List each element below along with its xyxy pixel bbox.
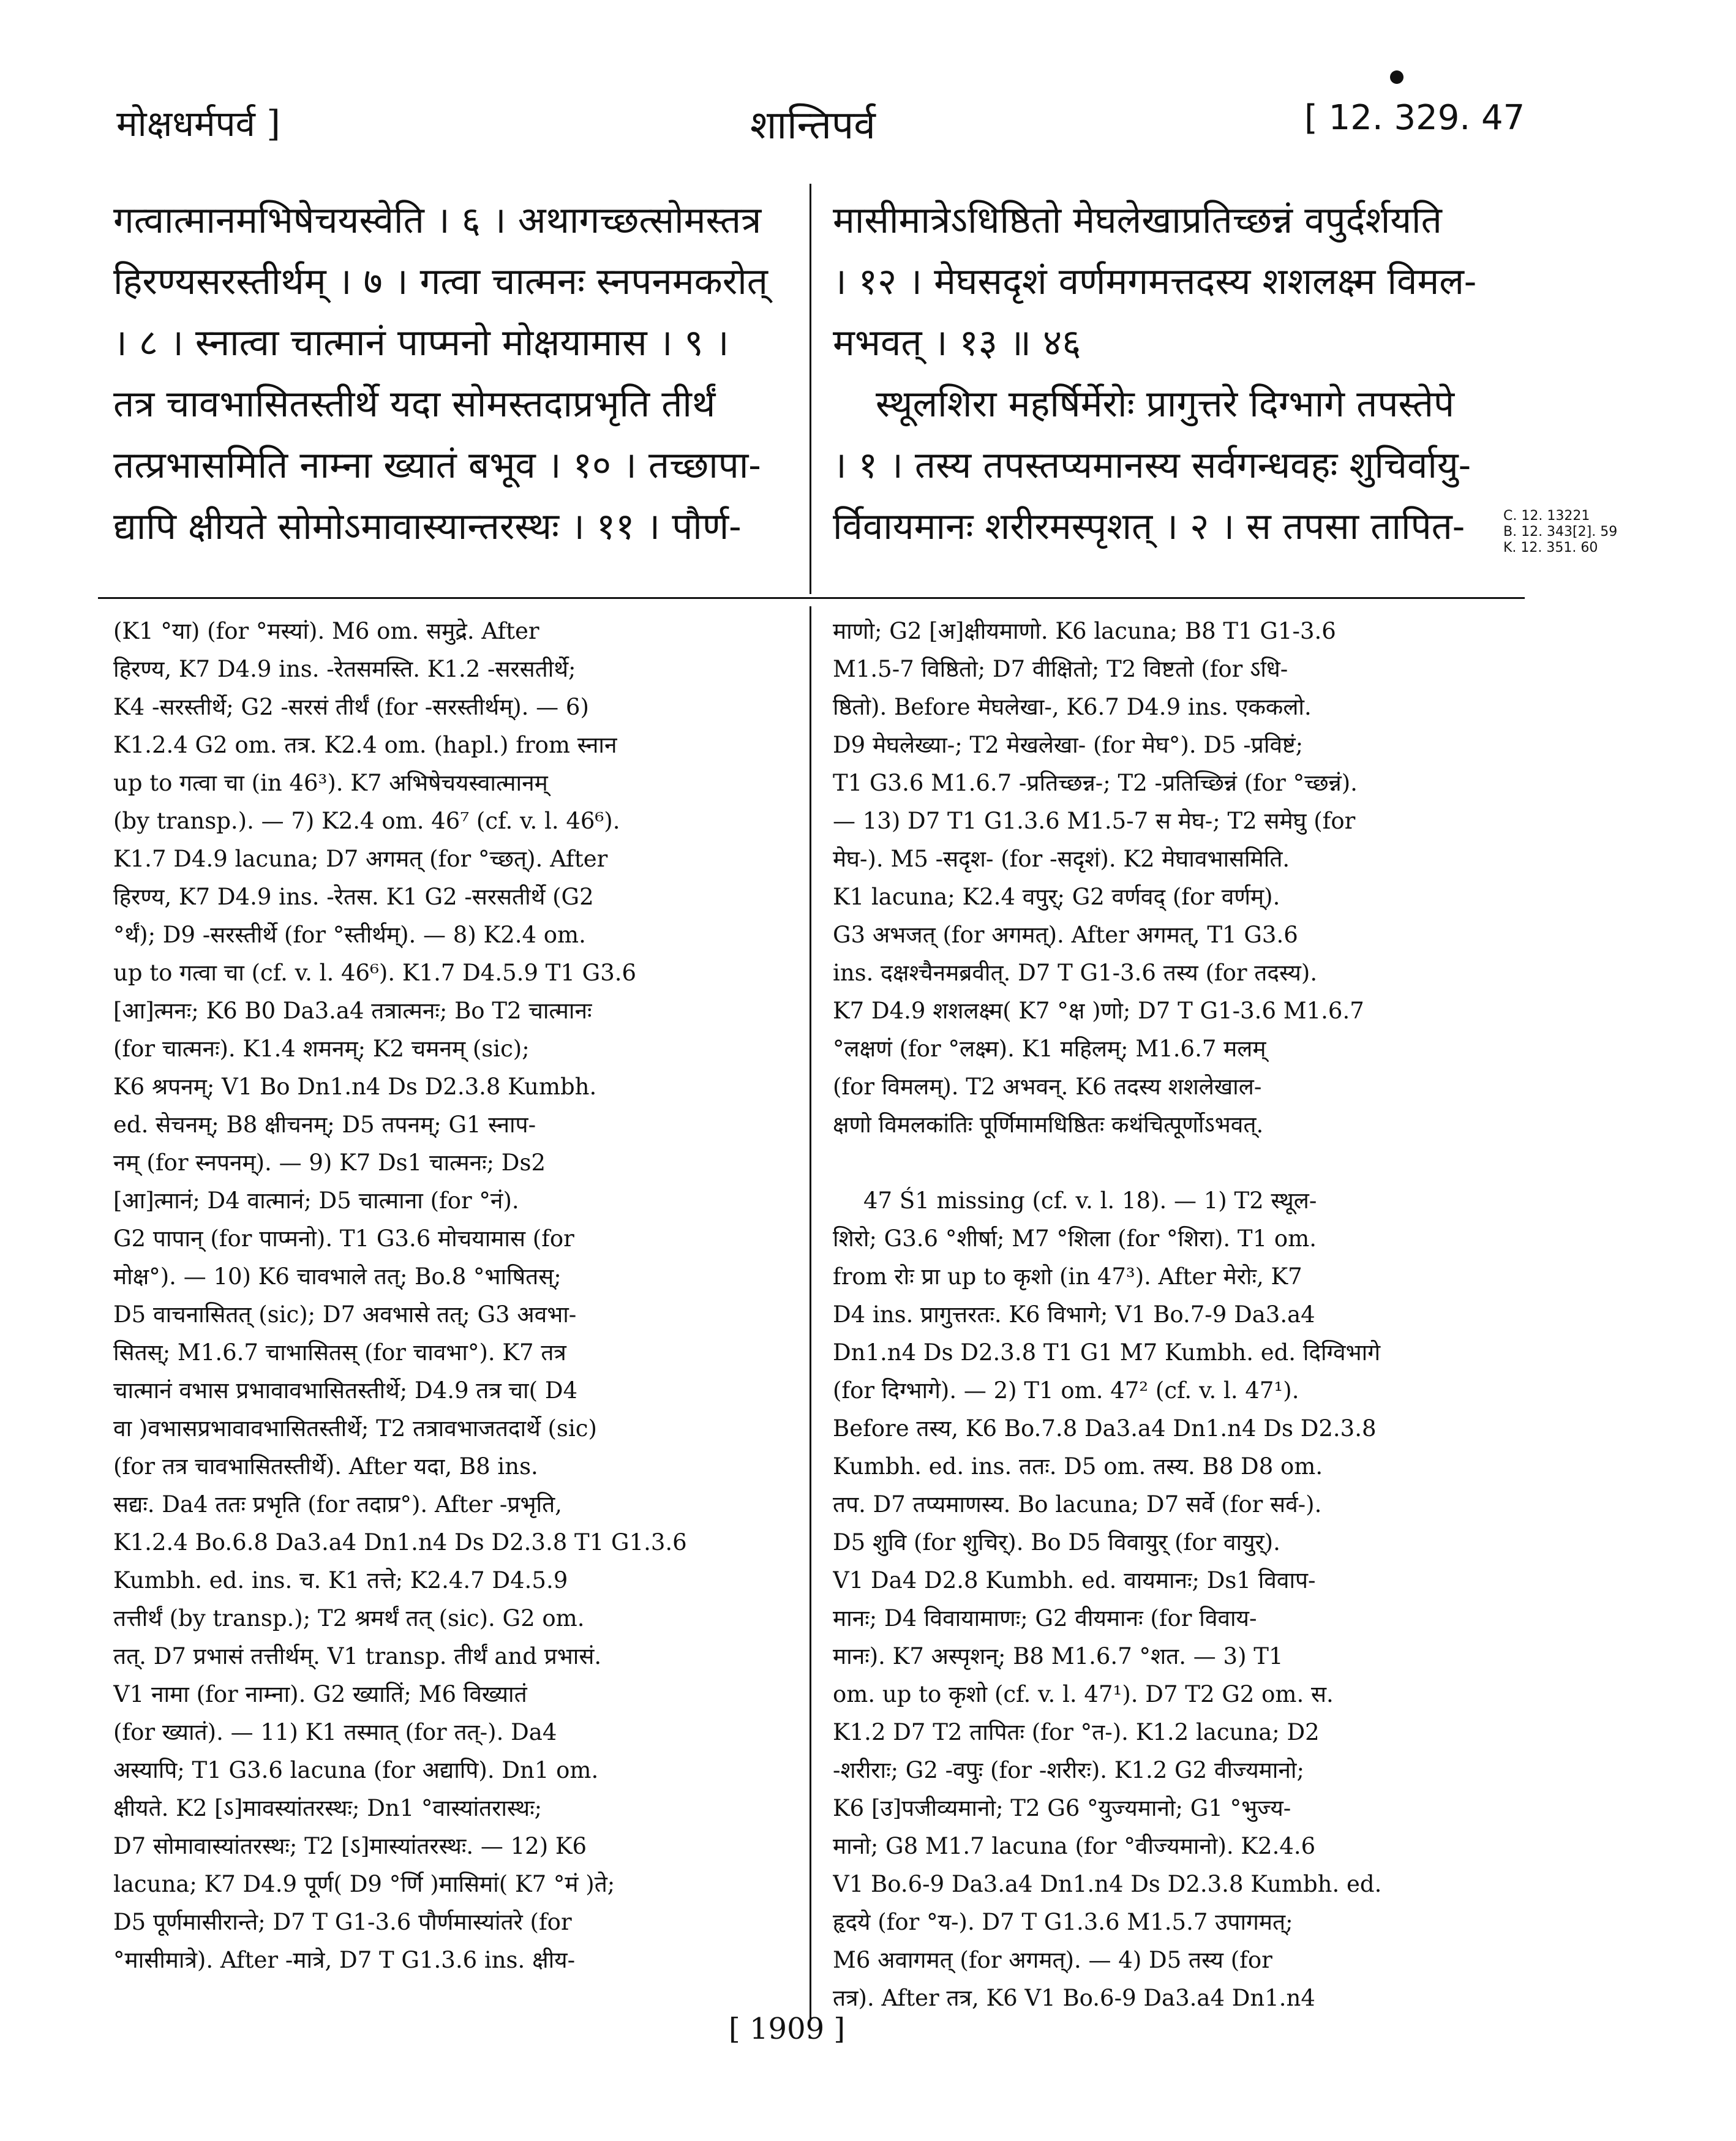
- apparatus-right-line: ins. दक्षश्चैनमब्रवीत्. D7 T G1-3.6 तस्य (for तदस्य).: [833, 960, 1318, 986]
- apparatus-left-line: तत्. D7 प्रभासं तत्तीर्थम्. V1 transp. तीर्थं and प्रभासं.: [113, 1643, 602, 1669]
- apparatus-right-line: तत्र). After तत्र, K6 V1 Bo.6-9 Da3.a4 Dn1.n4: [833, 1985, 1315, 2011]
- running-header-title: शान्तिपर्व: [750, 103, 876, 148]
- apparatus-left-line: K6 श्रपनम्; V1 Bo Dn1.n4 Ds D2.3.8 Kumbh.: [113, 1074, 597, 1100]
- apparatus-left-line: (for चात्मनः). K1.4 शमनम्; K2 चमनम् (sic);: [113, 1036, 530, 1062]
- apparatus-left-line: V1 नामा (for नाम्ना). G2 ख्यातिं; M6 विख्यातं: [113, 1681, 527, 1707]
- apparatus-left-line: D7 सोमावास्यांतरस्थः; T2 [ऽ]मास्यांतरस्थः. — 12) K6: [113, 1833, 587, 1859]
- main-text-right-line: मासीमात्रेऽधिष्ठितो मेघलेखाप्रतिच्छन्नं वपुर्दर्शयति: [833, 199, 1442, 242]
- apparatus-right-line: K1.2 D7 T2 तापितः (for °त-). K1.2 lacuna; D2: [833, 1719, 1320, 1745]
- apparatus-right-line: मानो; G8 M1.7 lacuna (for °वीज्यमानो). K2.4.6: [833, 1833, 1316, 1859]
- apparatus-left-line: °र्थं); D9 -सरस्तीर्थे (for °स्तीर्थम्). — 8) K2.4 om.: [113, 922, 586, 948]
- main-text-left-line: । ८ । स्नात्वा चात्मानं पाप्मनो मोक्षयामास । ९ ।: [113, 322, 729, 364]
- apparatus-right-line: तप. D7 तप्यमाणस्य. Bo lacuna; D7 सर्वे (for सर्व-).: [833, 1491, 1322, 1518]
- apparatus-right-line: ष्ठितो). Before मेघलेखा-, K6.7 D4.9 ins. एककलो.: [833, 694, 1312, 720]
- apparatus-right-line: (for दिग्भागे). — 2) T1 om. 47² (cf. v. l. 47¹).: [833, 1377, 1299, 1404]
- apparatus-left-line: ed. सेचनम्; B8 क्षीचनम्; D5 तपनम्; G1 स्नाप-: [113, 1112, 536, 1138]
- apparatus-right-line: Before तस्य, K6 Bo.7.8 Da3.a4 Dn1.n4 Ds D2.3.8: [833, 1415, 1377, 1442]
- main-text-left-line: तत्प्रभासमिति नाम्ना ख्यातं बभूव । १० । तच्छापा-: [113, 444, 761, 487]
- apparatus-left-line: अस्यापि; T1 G3.6 lacuna (for अद्यापि). Dn1 om.: [113, 1757, 599, 1783]
- apparatus-left-line: G2 पापान् (for पाप्मनो). T1 G3.6 मोचयामास (for: [113, 1225, 574, 1252]
- apparatus-right-line: — 13) D7 T1 G1.3.6 M1.5-7 स मेघ-; T2 समेघु (for: [833, 808, 1356, 834]
- apparatus-left-line: up to गत्वा चा (cf. v. l. 46⁶). K1.7 D4.5.9 T1 G3.6: [113, 960, 637, 986]
- main-text-left-line: गत्वात्मानमभिषेचयस्वेति । ६ । अथागच्छत्सोमस्तत्र: [113, 199, 762, 242]
- critical-apparatus-right-column: [833, 612, 1506, 2017]
- main-text-left-line: द्यापि क्षीयते सोमोऽमावास्यान्तरस्थः । ११ । पौर्ण-: [113, 505, 742, 548]
- apparatus-right-line: K1 lacuna; K2.4 वपुर्; G2 वर्णवद् (for वर्णम्).: [833, 884, 1280, 910]
- apparatus-right-line: D9 मेघलेख्या-; T2 मेखलेखा- (for मेघ°). D5 -प्रविष्टं;: [833, 732, 1304, 758]
- apparatus-separator: [98, 597, 1525, 599]
- apparatus-left-line: (by transp.). — 7) K2.4 om. 46⁷ (cf. v. l. 46⁶).: [113, 808, 620, 834]
- apparatus-right-line: T1 G3.6 M1.6.7 -प्रतिच्छन्न-; T2 -प्रतिच्छिन्नं (for °च्छन्नं).: [833, 770, 1358, 796]
- apparatus-right-line: K6 [उ]पजीव्यमानो; T2 G6 °युज्यमानो; G1 °भुज्य-: [833, 1795, 1291, 1821]
- apparatus-left-line: (K1 °या) (for °मस्यां). M6 om. समुद्रे. After: [113, 618, 539, 644]
- main-text-right-line: स्थूलशिरा महर्षिर्मेरोः प्रागुत्तरे दिग्भागे तपस्तेपे: [876, 383, 1455, 426]
- apparatus-right-line: 47 Ś1 missing (cf. v. l. 18). — 1) T2 स्थूल-: [863, 1187, 1317, 1214]
- apparatus-right-line: K7 D4.9 शशलक्ष्म( K7 °क्ष )णो; D7 T G1-3.6 M1.6.7: [833, 998, 1364, 1024]
- main-text-right-line: । १ । तस्य तपस्तप्यमानस्य सर्वगन्धवहः शुचिर्वायु-: [833, 444, 1471, 487]
- concordance-b: B. 12. 343[2]. 59: [1503, 524, 1618, 540]
- apparatus-column-rule: [810, 606, 811, 2021]
- apparatus-right-line: मेघ-). M5 -सदृश- (for -सदृशं). K2 मेघावभासमिति.: [833, 846, 1290, 872]
- apparatus-left-line: वा )वभासप्रभावावभासितस्तीर्थे; T2 तत्रावभाजतदार्थे (sic): [113, 1415, 597, 1442]
- apparatus-right-line: D4 ins. प्रागुत्तरतः. K6 विभागे; V1 Bo.7-9 Da3.a4: [833, 1301, 1315, 1328]
- apparatus-right-line: क्षणो विमलकांतिः पूर्णिमामधिष्ठितः कथंचित्पूर्णोऽभवत्.: [833, 1112, 1264, 1138]
- apparatus-right-line: (for विमलम्). T2 अभवन्. K6 तदस्य शशलेखाल-: [833, 1074, 1262, 1100]
- page-number: [ 1909 ]: [729, 2012, 846, 2046]
- main-text-left-line: तत्र चावभासितस्तीर्थे यदा सोमस्तदाप्रभृति तीर्थं: [113, 383, 716, 426]
- apparatus-right-line: हृदये (for °य-). D7 T G1.3.6 M1.5.7 उपागमत्;: [833, 1909, 1293, 1935]
- running-header-left: मोक्षधर्मपर्व ]: [116, 103, 280, 145]
- apparatus-left-line: हिरण्य, K7 D4.9 ins. -रेतसमस्ति. K1.2 -सरसतीर्थे;: [113, 656, 576, 682]
- apparatus-left-line: °मासीमात्रे). After -मात्रे, D7 T G1.3.6 ins. क्षीय-: [113, 1947, 576, 1973]
- apparatus-left-line: [आ]त्मानं; D4 वात्मानं; D5 चात्माना (for °नं).: [113, 1187, 519, 1214]
- apparatus-left-line: हिरण्य, K7 D4.9 ins. -रेतस. K1 G2 -सरसतीर्थे (G2: [113, 884, 594, 910]
- apparatus-left-line: up to गत्वा चा (in 46³). K7 अभिषेचयस्वात्मानम्: [113, 770, 548, 796]
- main-text-right-column: [833, 190, 1497, 557]
- apparatus-right-line: [833, 1144, 1506, 1182]
- apparatus-right-line: G3 अभजत् (for अगमत्). After अगमत्, T1 G3.6: [833, 922, 1298, 948]
- apparatus-left-line: मोक्ष°). — 10) K6 चावभाले तत्; Bo.8 °भाषितस्;: [113, 1263, 562, 1290]
- apparatus-left-line: क्षीयते. K2 [ऽ]मावस्यांतरस्थः; Dn1 °वास्यांतरास्थः;: [113, 1795, 543, 1821]
- apparatus-right-line: M1.5-7 विष्ठितो; D7 वीक्षितो; T2 विष्टतो (for ऽधि-: [833, 656, 1288, 682]
- main-text-right-line: र्विवायमानः शरीरमस्पृशत् । २ । स तपसा तापित-: [833, 505, 1465, 548]
- main-text-left-column: [113, 190, 778, 557]
- concordance-c: C. 12. 13221: [1503, 508, 1590, 524]
- running-header-verse-ref: [ 12. 329. 47: [1304, 98, 1525, 138]
- main-text-right-line: । १२ । मेघसदृशं वर्णमगमत्तदस्य शशलक्ष्म विमल-: [833, 260, 1477, 303]
- apparatus-left-line: नम् (for स्नपनम्). — 9) K7 Ds1 चात्मनः; Ds2: [113, 1150, 546, 1176]
- apparatus-right-line: °लक्षणं (for °लक्ष्म). K1 महिलम्; M1.6.7 मलम्: [833, 1036, 1266, 1062]
- apparatus-right-line: M6 अवागमत् (for अगमत्). — 4) D5 तस्य (for: [833, 1947, 1272, 1973]
- apparatus-right-line: मानः). K7 अस्पृशन्; B8 M1.6.7 °शत. — 3) T1: [833, 1643, 1283, 1669]
- apparatus-left-line: K1.2.4 G2 om. तत्र. K2.4 om. (hapl.) from स्नान: [113, 732, 617, 758]
- apparatus-left-line: D5 वाचनासितत् (sic); D7 अवभासे तत्; G3 अवभा-: [113, 1301, 577, 1328]
- apparatus-right-line: V1 Da4 D2.8 Kumbh. ed. वायमानः; Ds1 विवाप-: [833, 1567, 1316, 1594]
- main-text-left-line: हिरण्यसरस्तीर्थम् । ७ । गत्वा चात्मनः स्नपनमकरोत्: [113, 260, 768, 303]
- apparatus-left-line: (for तत्र चावभासितस्तीर्थे). After यदा, B8 ins.: [113, 1453, 538, 1480]
- apparatus-right-line: शिरो; G3.6 °शीर्षा; M7 °शिला (for °शिरा). T1 om.: [833, 1225, 1317, 1252]
- apparatus-left-line: D5 पूर्णमासीरान्ते; D7 T G1-3.6 पौर्णमास्यांतरे (for: [113, 1909, 572, 1935]
- apparatus-right-line: Dn1.n4 Ds D2.3.8 T1 G1 M7 Kumbh. ed. दिग्विभागे: [833, 1339, 1381, 1366]
- apparatus-right-line: V1 Bo.6-9 Da3.a4 Dn1.n4 Ds D2.3.8 Kumbh. ed.: [833, 1871, 1382, 1897]
- apparatus-right-line: मानः; D4 विवायामाणः; G2 वीयमानः (for विवाय-: [833, 1605, 1257, 1631]
- apparatus-left-line: सितस्; M1.6.7 चाभासितस् (for चावभा°). K7 तत्र: [113, 1339, 566, 1366]
- concordance-k: K. 12. 351. 60: [1503, 540, 1598, 555]
- main-text-right-line: मभवत् । १३ ॥ ४६: [833, 322, 1081, 364]
- apparatus-right-line: -शरीराः; G2 -वपुः (for -शरीरः). K1.2 G2 वीज्यमानो;: [833, 1757, 1304, 1783]
- apparatus-left-line: चात्मानं वभास प्रभावावभासितस्तीर्थे; D4.9 तत्र चा( D4: [113, 1377, 578, 1404]
- apparatus-right-line: from रोः प्रा up to कृशो (in 47³). After मेरोः, K7: [833, 1263, 1302, 1290]
- apparatus-right-line: om. up to कृशो (cf. v. l. 47¹). D7 T2 G2 om. स.: [833, 1681, 1334, 1707]
- apparatus-left-line: K1.2.4 Bo.6.8 Da3.a4 Dn1.n4 Ds D2.3.8 T1 G1.3.6: [113, 1529, 687, 1556]
- main-column-rule: [810, 184, 811, 594]
- apparatus-left-line: K1.7 D4.9 lacuna; D7 अगमत् (for °च्छत्). After: [113, 846, 608, 872]
- apparatus-right-line: D5 शुवि (for शुचिर्). Bo D5 विवायुर् (for वायुर्).: [833, 1529, 1280, 1556]
- apparatus-left-line: [आ]त्मनः; K6 B0 Da3.a4 तत्रात्मनः; Bo T2 चात्मानः: [113, 998, 592, 1024]
- apparatus-left-line: सद्यः. Da4 ततः प्रभृति (for तदाप्र°). After -प्रभृति,: [113, 1491, 562, 1518]
- apparatus-left-line: K4 -सरस्तीर्थे; G2 -सरसं तीर्थं (for -सरस्तीर्थम्). — 6): [113, 694, 589, 720]
- printer-mark: [1390, 70, 1403, 84]
- apparatus-right-line: माणो; G2 [अ]क्षीयमाणो. K6 lacuna; B8 T1 G1-3.6: [833, 618, 1336, 644]
- critical-apparatus-left-column: [113, 612, 784, 1979]
- apparatus-left-line: (for ख्यातं). — 11) K1 तस्मात् (for तत्-). Da4: [113, 1719, 557, 1745]
- apparatus-left-line: तत्तीर्थं (by transp.); T2 श्रमर्थं तत् (sic). G2 om.: [113, 1605, 585, 1631]
- concordance-references: [1503, 508, 1617, 556]
- apparatus-right-line: Kumbh. ed. ins. ततः. D5 om. तस्य. B8 D8 om.: [833, 1453, 1323, 1480]
- apparatus-left-line: lacuna; K7 D4.9 पूर्ण( D9 °र्णि )मासिमां( K7 °मं )ते;: [113, 1871, 615, 1897]
- apparatus-left-line: Kumbh. ed. ins. च. K1 तत्ते; K2.4.7 D4.5.9: [113, 1567, 568, 1594]
